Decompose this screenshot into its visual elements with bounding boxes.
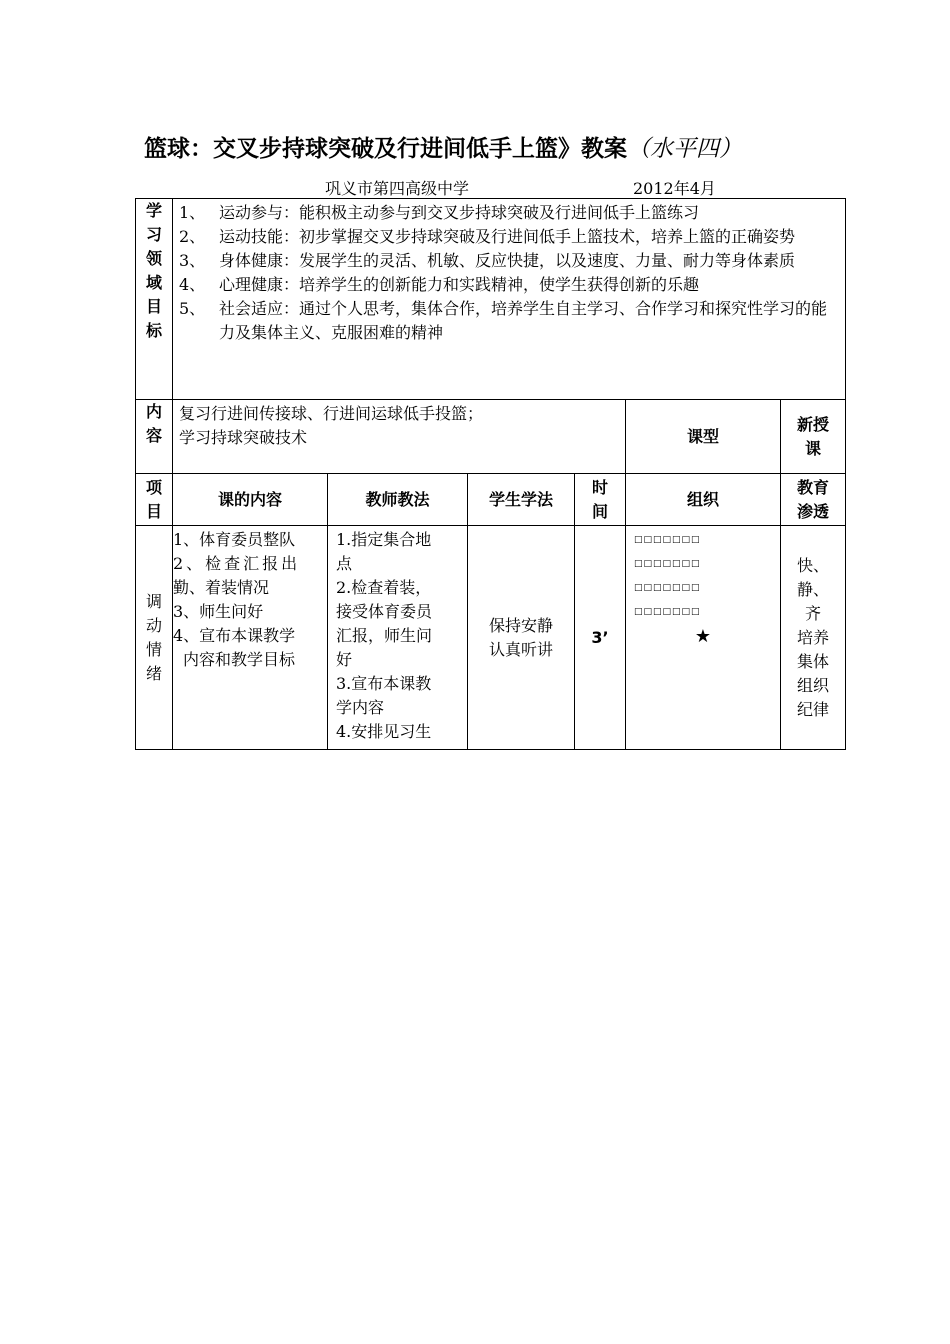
row-time: 3’ <box>575 526 626 750</box>
goal-item <box>179 297 841 345</box>
title-level: （水平四） <box>627 136 742 162</box>
education-line: 培养 <box>797 627 830 647</box>
goal-text: 社会适应：通过个人思考，集体合作，培养学生自主学习、合作学习和探究性学习的能力及集体主义、克服困难的精神 <box>219 299 828 342</box>
education-line: 组织 <box>797 675 830 695</box>
row-item-char: 调 <box>145 591 162 611</box>
row-item-char: 绪 <box>145 663 162 683</box>
content-line: 2、检查汇报出 <box>173 554 301 573</box>
col-time-char: 时 <box>591 477 608 497</box>
method-line: 好 <box>336 650 353 669</box>
method-line: 点 <box>336 554 353 573</box>
row-item <box>136 526 173 750</box>
education-line: 齐 <box>805 603 822 623</box>
education-line: 静、 <box>797 579 830 599</box>
col-item-header <box>136 474 173 526</box>
content-line: 3、师生问好 <box>173 602 264 621</box>
lesson-type-value <box>781 400 846 474</box>
education-line: 纪律 <box>797 699 830 719</box>
lesson-type-label: 课型 <box>626 400 781 474</box>
lesson-type-line: 课 <box>805 438 822 458</box>
content-header-char: 容 <box>145 426 162 445</box>
formation-row: □□□□□□□ <box>634 559 701 569</box>
goals-header-char: 习 <box>145 225 162 244</box>
content-line: 内容和教学目标 <box>183 650 296 669</box>
content-line: 4、宣布本课教学 <box>173 626 296 645</box>
goals-header-char: 域 <box>145 273 162 292</box>
formation-row: □□□□□□□ <box>634 607 701 617</box>
table-row <box>136 526 846 750</box>
education-line: 快、 <box>797 555 830 575</box>
formation-row: □□□□□□□ <box>634 583 701 593</box>
method-line: 1.指定集合地 <box>336 530 432 549</box>
title-main: 篮球：交叉步持球突破及行进间低手上篮》教案 <box>144 136 627 162</box>
row-student-method <box>468 526 575 750</box>
goal-number: 3、 <box>179 251 206 270</box>
row-organization <box>626 526 781 750</box>
goals-header-char: 领 <box>145 249 162 268</box>
goals-list <box>173 199 846 400</box>
col-time <box>575 474 626 526</box>
goals-header-char: 目 <box>145 297 162 316</box>
goal-item <box>179 273 841 297</box>
row-lesson-content <box>173 526 328 750</box>
content-header-char: 内 <box>145 402 162 421</box>
content-line: 复习行进间传接球、行进间运球低手投篮； <box>179 404 484 423</box>
row-education <box>781 526 846 750</box>
goal-text: 运动技能：初步掌握交叉步持球突破及行进间低手上篮技术，培养上篮的正确姿势 <box>219 227 796 246</box>
column-header-row <box>136 474 846 526</box>
row-teacher-method <box>328 526 468 750</box>
lesson-plan-table <box>135 198 846 750</box>
method-line: 3.宣布本课教 <box>336 674 432 693</box>
col-item-char: 项 <box>145 477 162 497</box>
student-method-line: 保持安静 <box>488 615 553 635</box>
goal-text: 心理健康：培养学生的创新能力和实践精神，使学生获得创新的乐趣 <box>219 275 700 294</box>
goals-header-char: 标 <box>145 321 162 340</box>
teacher-star-icon: ★ <box>694 626 712 647</box>
goal-number: 5、 <box>179 299 206 318</box>
method-line: 学内容 <box>336 698 385 717</box>
content-row <box>136 400 846 474</box>
method-line: 汇报，师生问 <box>336 626 433 645</box>
content-line: 1、体育委员整队 <box>173 530 296 549</box>
goal-number: 1、 <box>179 203 206 222</box>
goal-number: 2、 <box>179 227 206 246</box>
col-teacher-method: 教师教法 <box>328 474 468 526</box>
method-line: 4.安排见习生 <box>336 722 432 741</box>
goals-header-char: 学 <box>145 201 162 220</box>
content-line: 学习持球突破技术 <box>179 428 308 447</box>
student-method-line: 认真听讲 <box>488 639 553 659</box>
school-name: 巩义市第四高级中学 <box>325 179 470 198</box>
lesson-type-line: 新授 <box>797 414 830 434</box>
row-item-char: 情 <box>145 639 162 659</box>
col-time-char: 间 <box>591 501 608 521</box>
content-text <box>173 400 626 474</box>
col-education-line: 渗透 <box>797 501 830 521</box>
content-line: 勤、着装情况 <box>173 578 270 597</box>
col-education-line: 教育 <box>797 477 830 497</box>
document-date: 2012年4月 <box>633 179 716 198</box>
method-line: 接受体育委员 <box>336 602 433 621</box>
goal-text: 运动参与：能积极主动参与到交叉步持球突破及行进间低手上篮练习 <box>219 203 700 222</box>
goals-header <box>136 199 173 400</box>
education-line: 集体 <box>797 651 830 671</box>
goal-item <box>179 225 841 249</box>
row-item-char: 动 <box>145 615 162 635</box>
col-lesson-content: 课的内容 <box>173 474 328 526</box>
col-item-char: 目 <box>145 501 162 521</box>
goal-number: 4、 <box>179 275 206 294</box>
document-title <box>144 130 864 163</box>
formation-row: □□□□□□□ <box>634 535 701 545</box>
method-line: 2.检查着装， <box>336 578 432 597</box>
content-header <box>136 400 173 474</box>
goal-text: 身体健康：发展学生的灵活、机敏、反应快捷，以及速度、力量、耐力等身体素质 <box>219 251 796 270</box>
goal-item <box>179 201 841 225</box>
goal-item <box>179 249 841 273</box>
col-education <box>781 474 846 526</box>
col-organization: 组织 <box>626 474 781 526</box>
col-student-method: 学生学法 <box>468 474 575 526</box>
goals-row <box>136 199 846 400</box>
